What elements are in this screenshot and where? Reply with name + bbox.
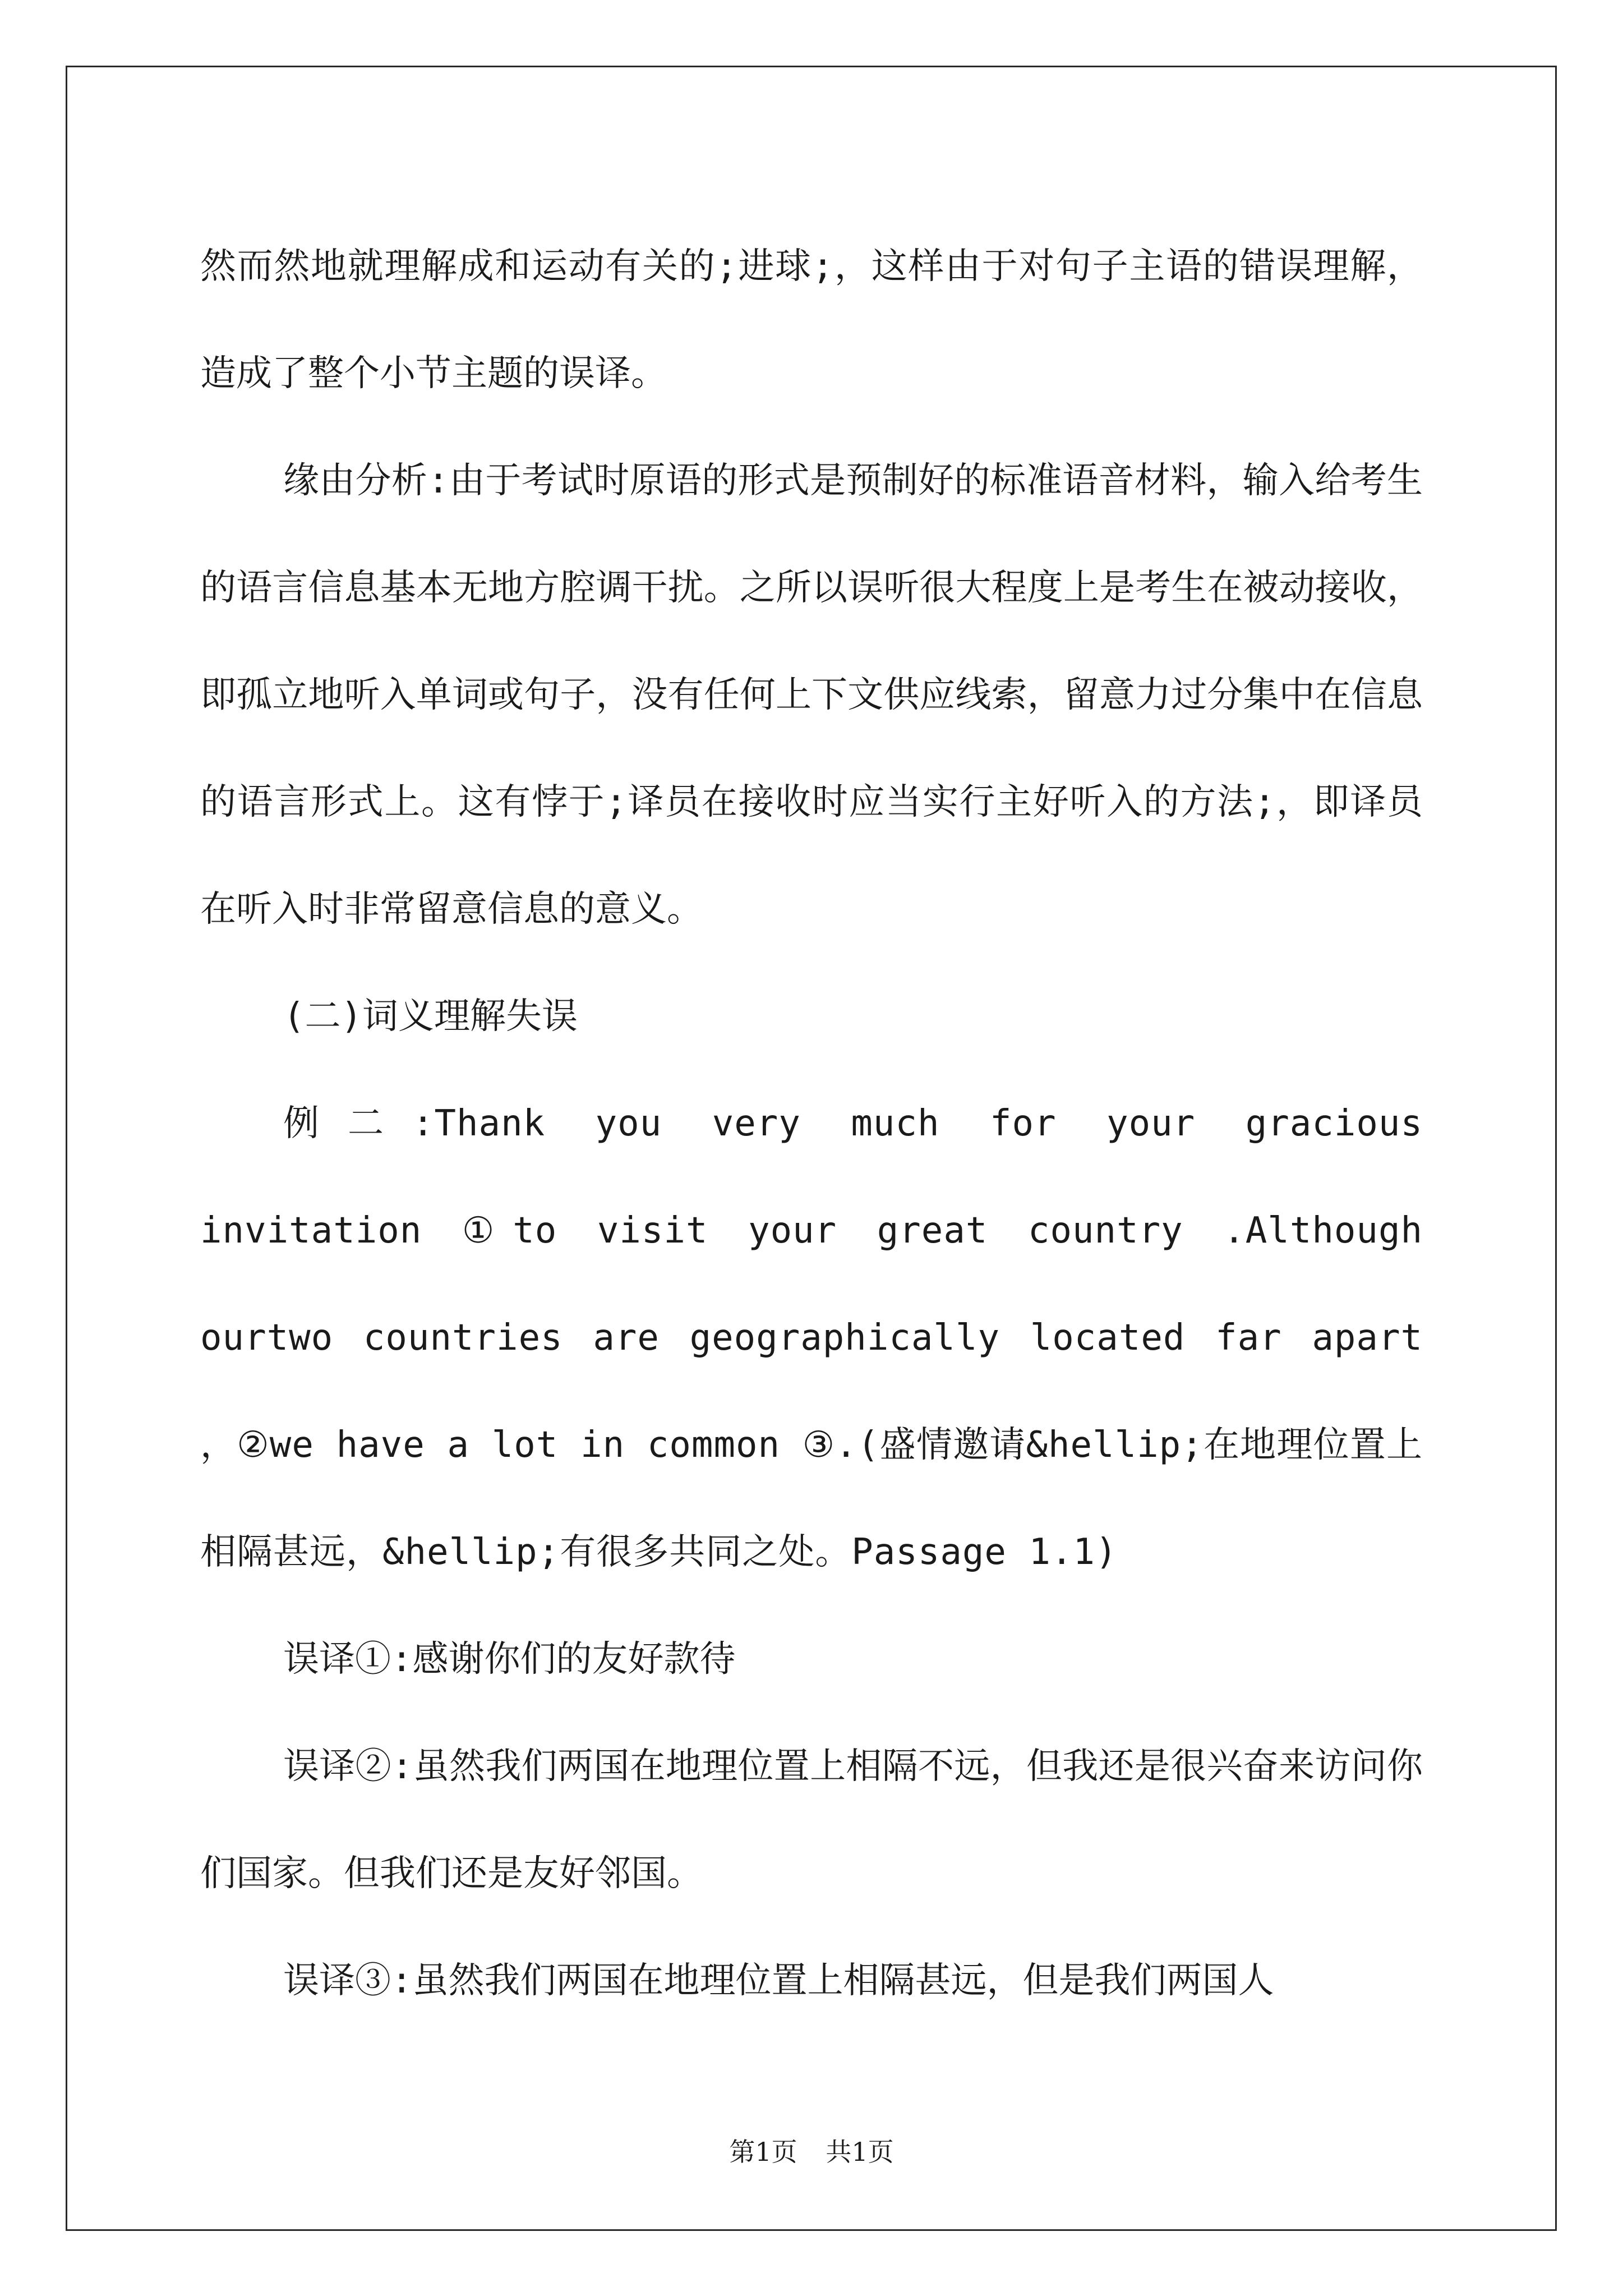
- section-heading: (二)词义理解失误: [283, 996, 578, 1037]
- page-number: 第1页: [729, 2137, 797, 2167]
- paragraph: 缘由分析:由于考试时原语的形式是预制好的标准语音材料，输入给考生的语言信息基本无地方腔调干扰。之所以误听很大程度上是考生在被动接收，即孤立地听入单词或句子，没有任何上下文供应线索，留意力过分集中在信息的语言形式上。这有悖于;译员在接收时应当实行主好听入的方法;，即译员在听入时非常留意信息的意义。: [200, 460, 1423, 930]
- paragraph: 误译③:虽然我们两国在地理位置上相隔甚远，但是我们两国人: [283, 1960, 1274, 2001]
- document-body: [200, 213, 1423, 2035]
- paragraph: 误译②:虽然我们两国在地理位置上相隔不远，但我还是很兴奋来访问你们国家。但我们还是友好邻国。: [200, 1746, 1423, 1894]
- page-footer: [0, 2132, 1623, 2169]
- paragraph: 误译①:感谢你们的友好款待: [283, 1639, 736, 1680]
- page-total: 共1页: [826, 2137, 894, 2167]
- paragraph: 然而然地就理解成和运动有关的;进球;，这样由于对句子主语的错误理解，造成了整个小节主题的误译。: [200, 246, 1423, 394]
- paragraph: 例二:Thank you very much for your gracious invitation ①to visit your great country .Although ourtwo countries are geographically located far apart ，②we have a lot in common ③.(盛情邀请&hellip;在地理位置上相隔甚远，&hellip;有很多共同之处。Passage 1.1): [200, 1103, 1423, 1573]
